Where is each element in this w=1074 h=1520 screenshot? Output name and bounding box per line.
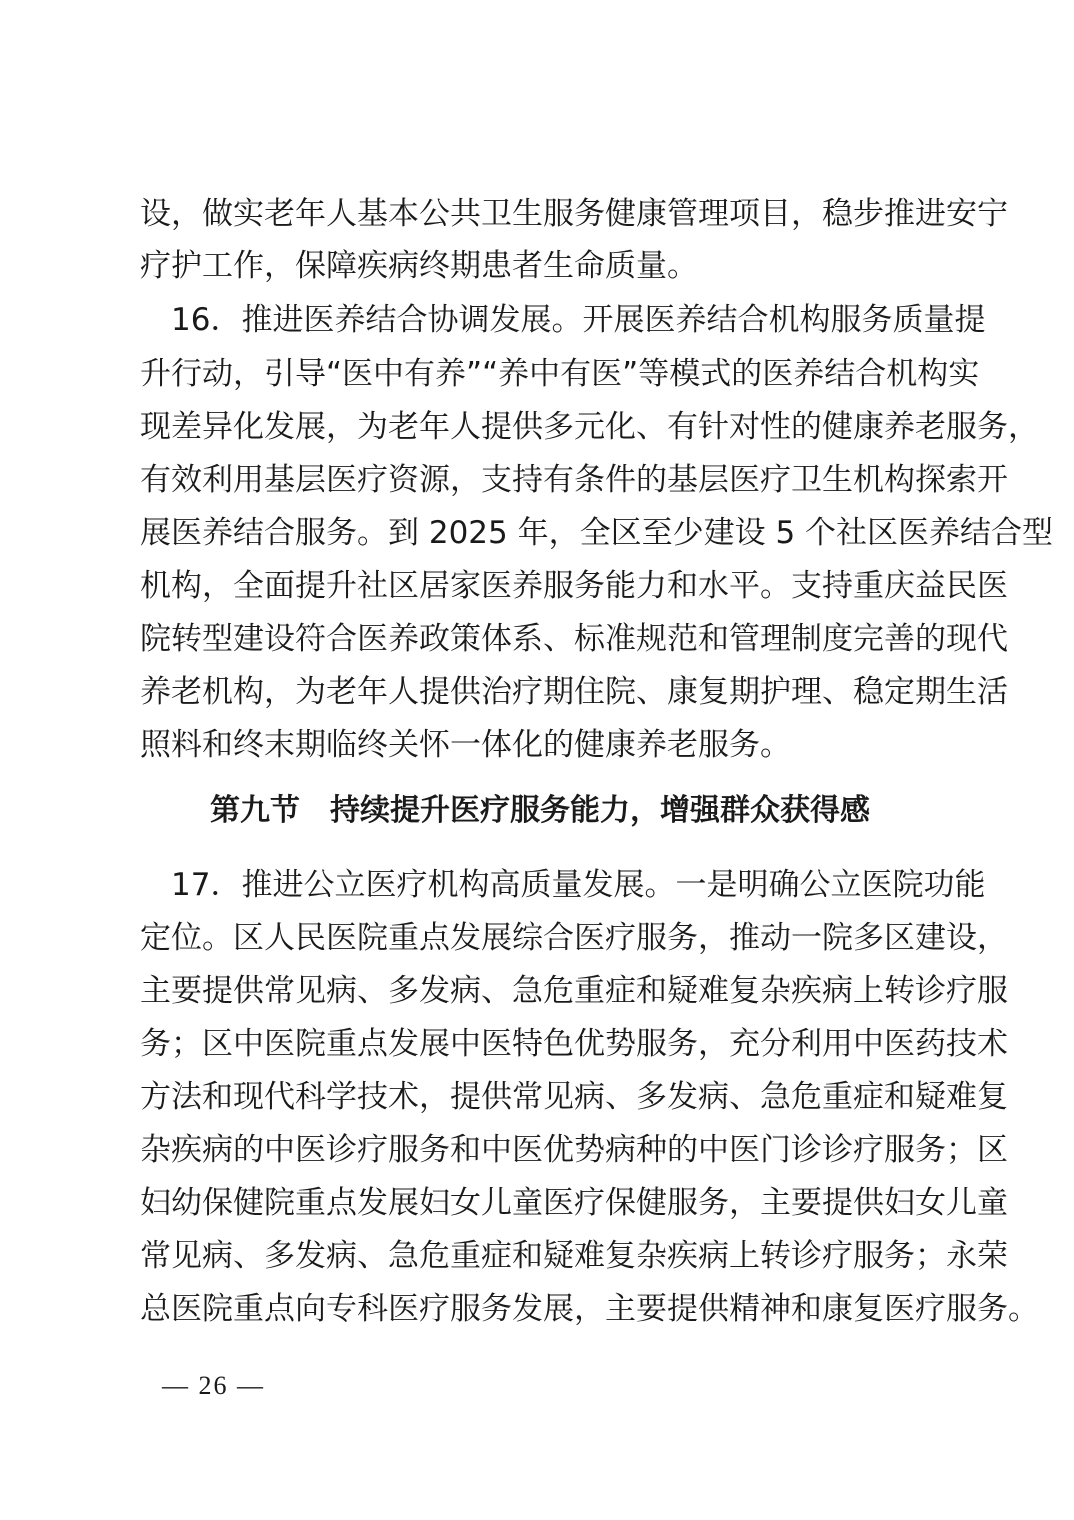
text-line: 现差异化发展，为老年人提供多元化、有针对性的健康养老服务， bbox=[140, 409, 1039, 445]
text-line: 照料和终末期临终关怀一体化的健康养老服务。 bbox=[140, 727, 791, 763]
text-line: 妇幼保健院重点发展妇女儿童医疗保健服务，主要提供妇女儿童 bbox=[140, 1185, 1008, 1221]
text-line: 有效利用基层医疗资源，支持有条件的基层医疗卫生机构探索开 bbox=[140, 462, 1008, 498]
text-line: 务；区中医院重点发展中医特色优势服务，充分利用中医药技术 bbox=[140, 1026, 1008, 1062]
text-line: 杂疾病的中医诊疗服务和中医优势病种的中医门诊诊疗服务；区 bbox=[140, 1132, 1008, 1168]
text-line: 16．推进医养结合协调发展。开展医养结合机构服务质量提 bbox=[140, 302, 986, 338]
text-line: 方法和现代科学技术，提供常见病、多发病、急危重症和疑难复 bbox=[140, 1079, 1008, 1115]
text-line: 展医养结合服务。到 2025 年，全区至少建设 5 个社区医养结合型 bbox=[140, 515, 1054, 551]
text-line: 总医院重点向专科医疗服务发展，主要提供精神和康复医疗服务。 bbox=[140, 1291, 1039, 1327]
section-heading: 第九节 持续提升医疗服务能力，增强群众获得感 bbox=[210, 793, 870, 828]
text-line: 设，做实老年人基本公共卫生服务健康管理项目，稳步推进安宁 bbox=[140, 196, 1008, 232]
text-line: 定位。区人民医院重点发展综合医疗服务，推动一院多区建设， bbox=[140, 920, 1008, 956]
text-line: 升行动，引导“医中有养”“养中有医”等模式的医养结合机构实 bbox=[140, 356, 980, 392]
text-line: 机构，全面提升社区居家医养服务能力和水平。支持重庆益民医 bbox=[140, 568, 1008, 604]
text-line: 疗护工作，保障疾病终期患者生命质量。 bbox=[140, 248, 698, 284]
text-line: 17．推进公立医疗机构高质量发展。一是明确公立医院功能 bbox=[140, 867, 986, 903]
text-line: 主要提供常见病、多发病、急危重症和疑难复杂疾病上转诊疗服 bbox=[140, 973, 1008, 1009]
text-line: 院转型建设符合医养政策体系、标准规范和管理制度完善的现代 bbox=[140, 621, 1008, 657]
page-number: — 26 — bbox=[162, 1371, 265, 1400]
text-line: 养老机构，为老年人提供治疗期住院、康复期护理、稳定期生活 bbox=[140, 674, 1008, 710]
text-line: 常见病、多发病、急危重症和疑难复杂疾病上转诊疗服务；永荣 bbox=[140, 1238, 1008, 1274]
